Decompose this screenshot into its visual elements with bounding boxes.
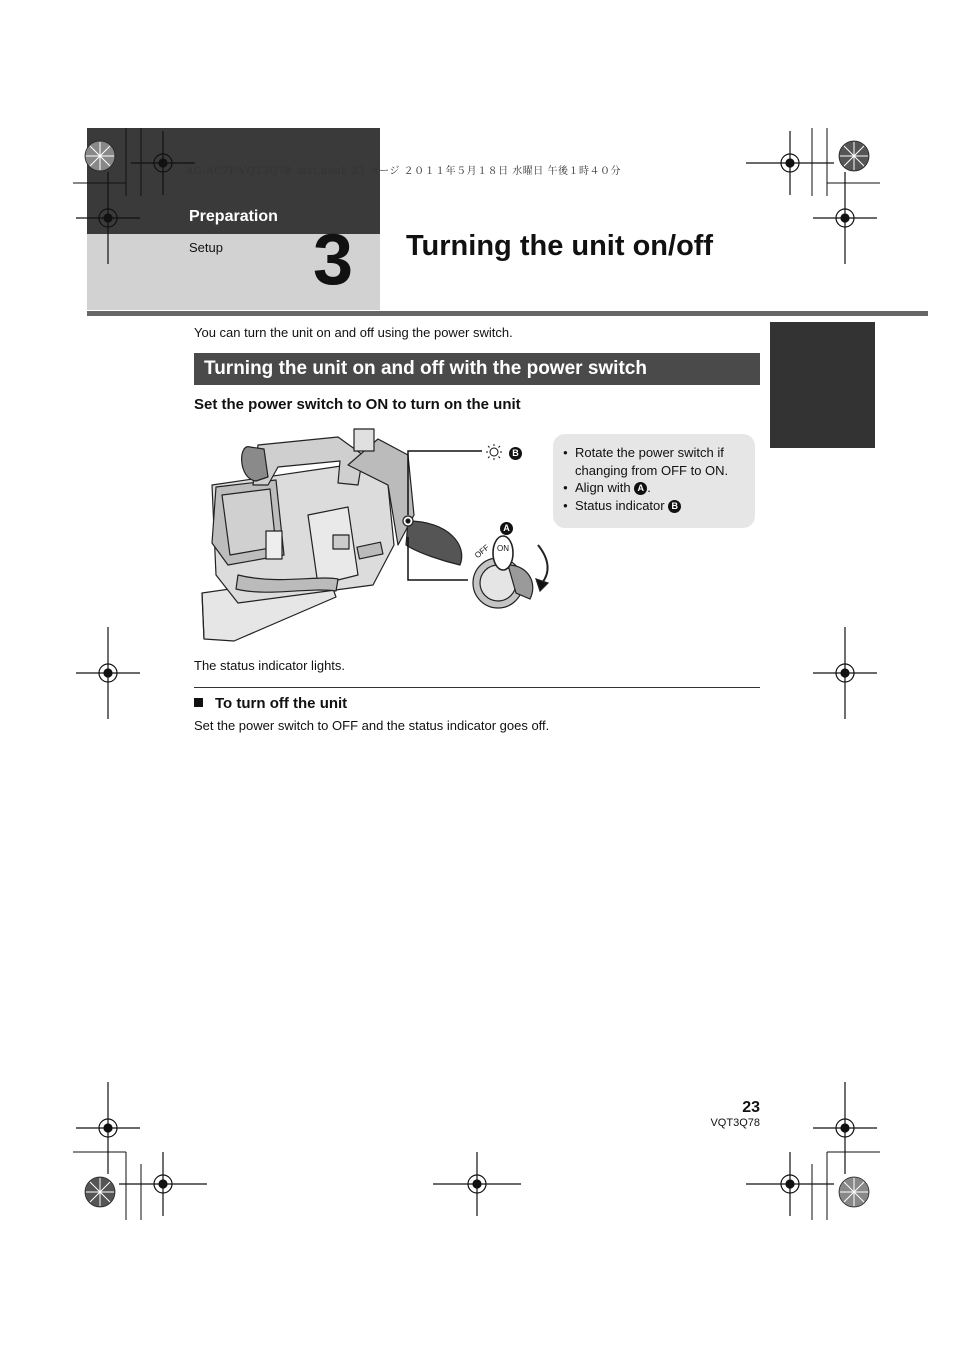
status-light-icon — [486, 444, 502, 460]
label-a-badge: A — [500, 520, 513, 538]
divider — [194, 687, 760, 688]
chapter-number: 3 — [313, 220, 354, 300]
document-code: VQT3Q78 — [710, 1117, 760, 1129]
page-title: Turning the unit on/off — [406, 230, 714, 262]
callout-item-rotate: ● Rotate the power switch if changing from OFF to ON. — [563, 444, 747, 479]
callout-item-align: ● Align with A . — [563, 479, 747, 497]
step-heading: Set the power switch to ON to turn on the unit — [194, 396, 521, 413]
section-label: Preparation — [189, 208, 278, 225]
callout-box — [553, 434, 755, 528]
status-lights-text: The status indicator lights. — [194, 658, 346, 673]
subsection-label: Setup — [189, 240, 223, 255]
section-banner — [194, 353, 760, 385]
turn-off-heading: To turn off the unit — [194, 695, 347, 712]
square-bullet-icon — [194, 698, 203, 707]
page-number: 23 — [742, 1099, 760, 1116]
section-banner-text: Turning the unit on and off with the power switch — [204, 358, 647, 379]
callout-item-status: ● Status indicator B — [563, 497, 747, 515]
switch-on-label: ON — [497, 544, 509, 553]
label-b-badge-inline: B — [668, 500, 681, 513]
label-a-badge-inline: A — [634, 482, 647, 495]
intro-text: You can turn the unit on and off using the power switch. — [194, 325, 513, 340]
label-b-badge: B — [509, 445, 522, 463]
turn-off-text: Set the power switch to OFF and the status indicator goes off. — [194, 718, 550, 733]
switch-off-label: OFF — [472, 542, 492, 561]
file-info: AG-AC7P-VQT3Q78_mst.book 23 ページ ２０１１年５月１８日 水曜日 午後１時４０分 — [186, 166, 621, 177]
